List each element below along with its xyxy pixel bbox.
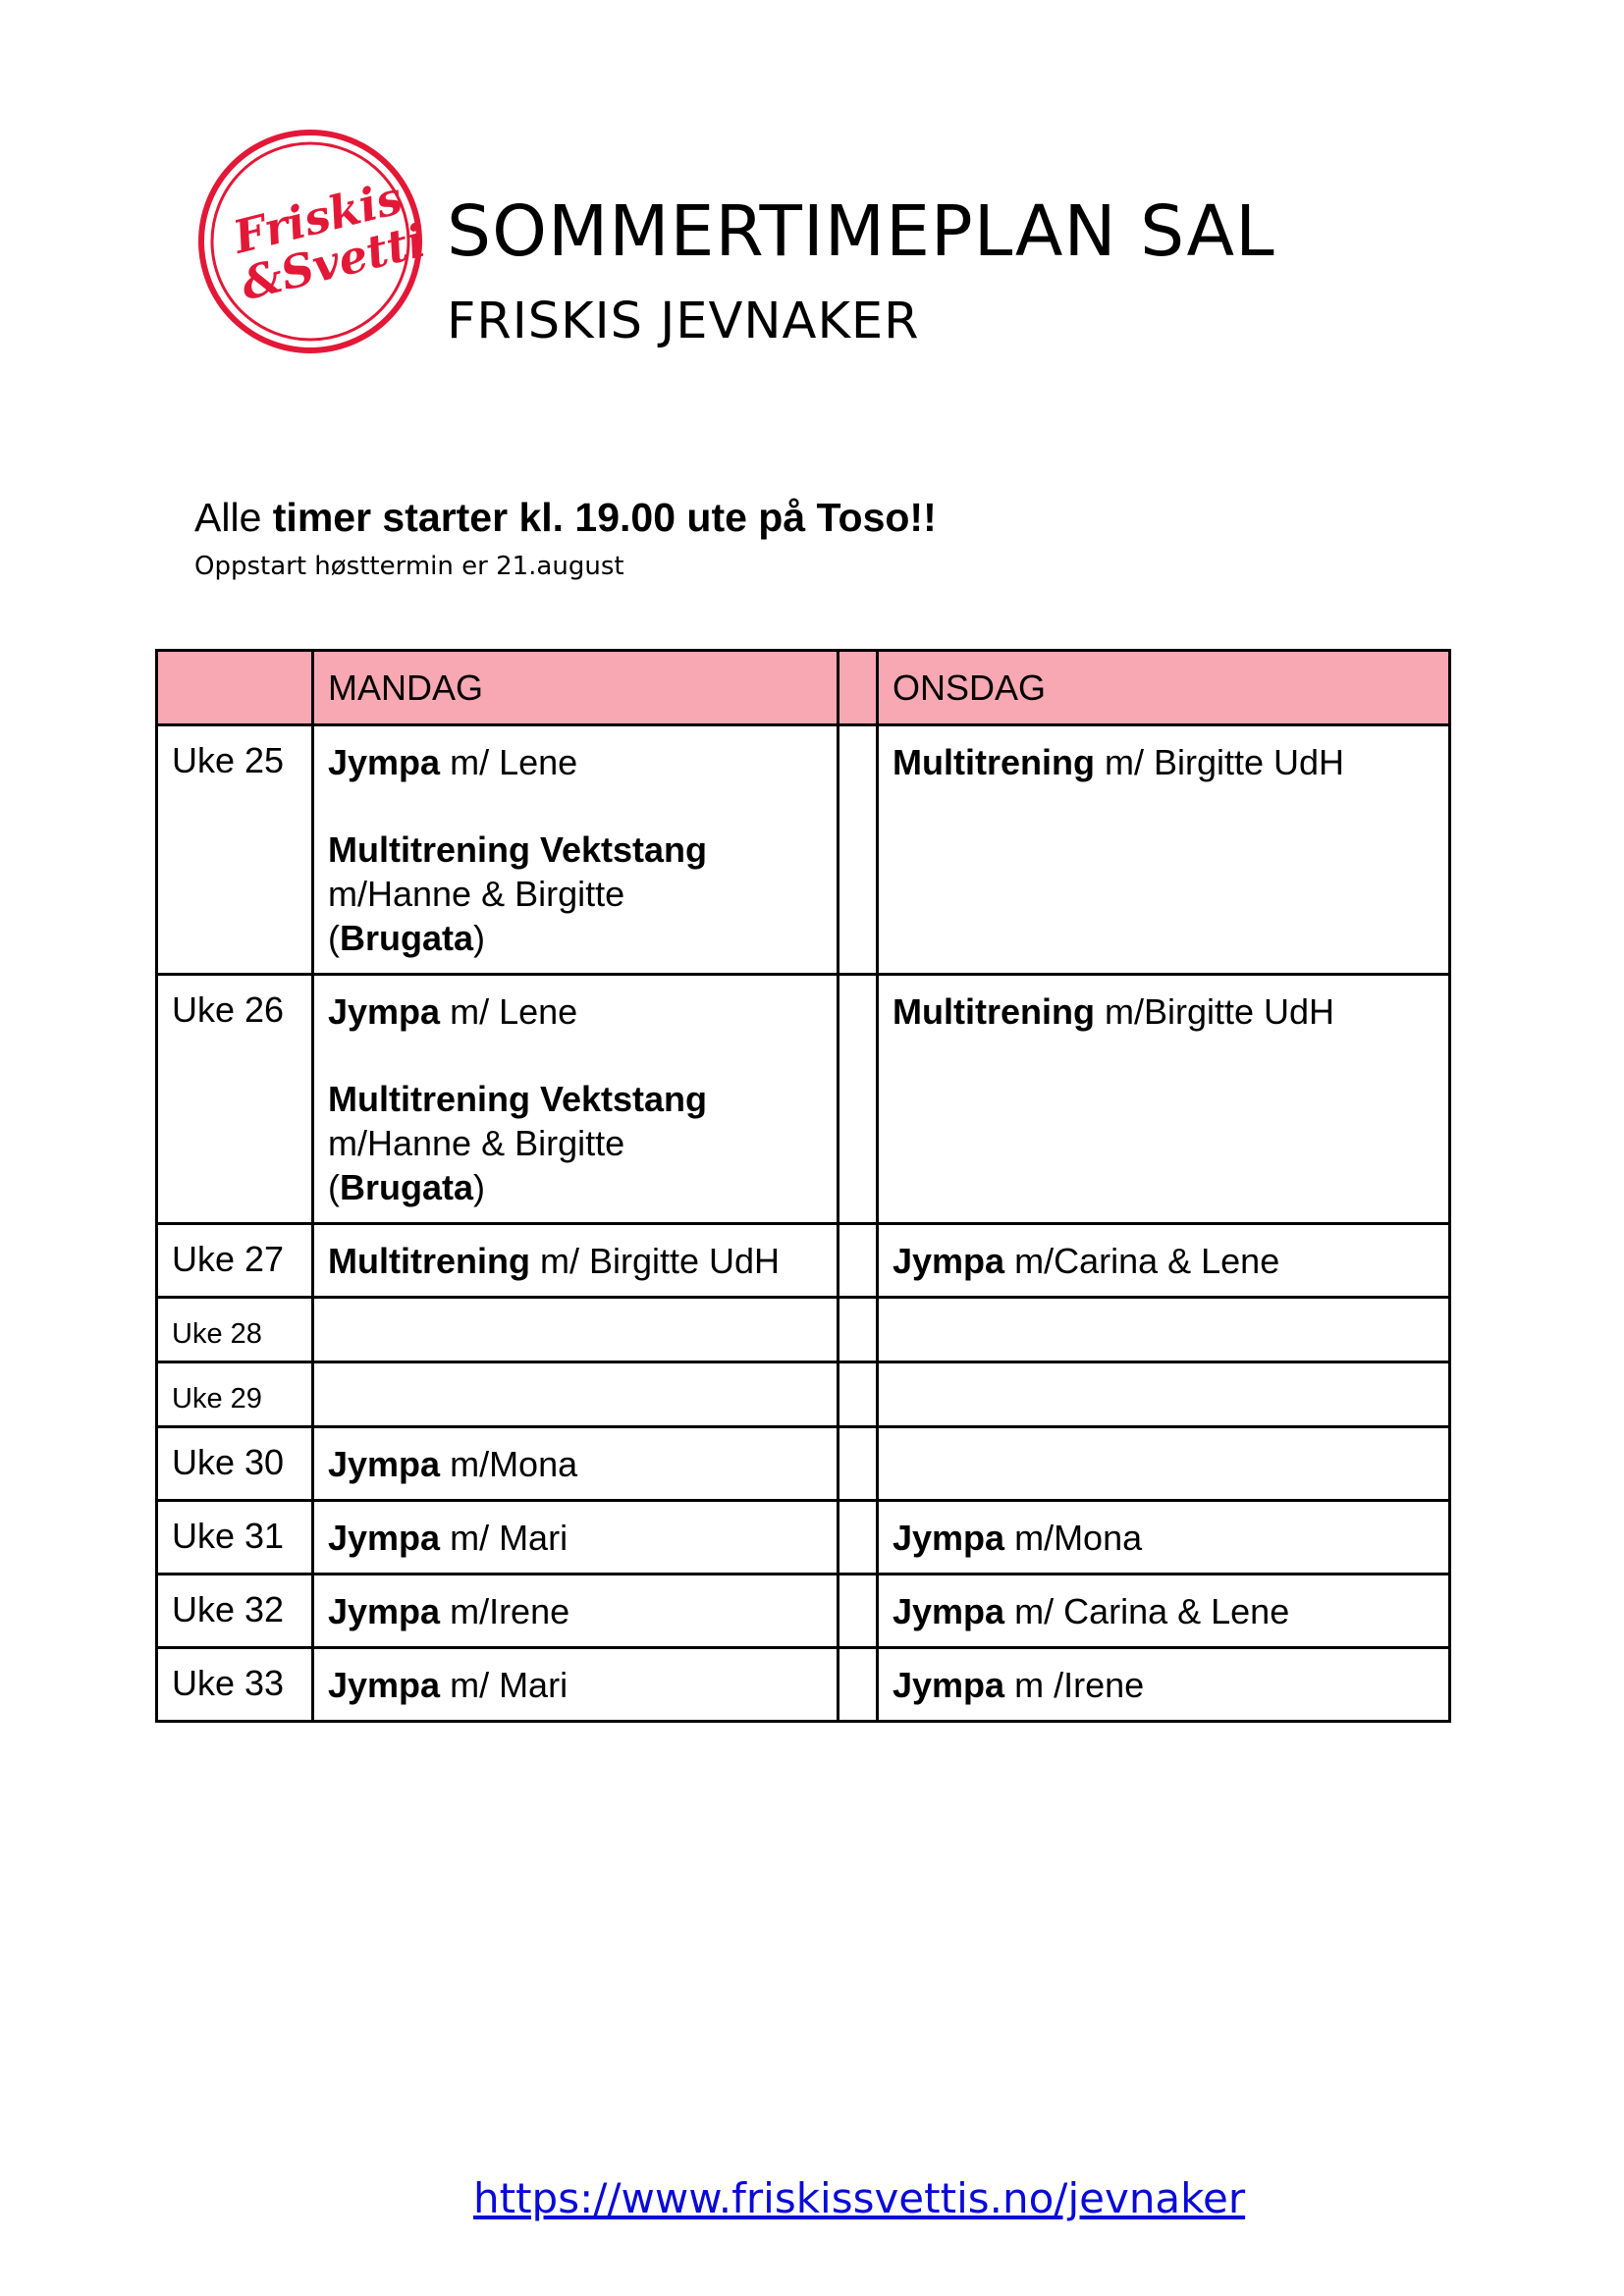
activity-name: Multitrening [328,1241,530,1281]
instructor-text: m/Hanne & Birgitte [328,1123,625,1163]
page-subtitle: FRISKIS JEVNAKER [447,293,920,350]
monday-cell [313,1362,839,1427]
wednesday-cell [878,975,1450,1224]
activity-entry [893,989,1448,1034]
week-label: Uke 32 [172,1589,285,1629]
week-label: Uke 29 [172,1383,262,1415]
schedule-table [155,649,1451,1723]
instructor-text: m/ Mari [440,1518,568,1558]
monday-cell [313,1298,839,1362]
week-cell [157,1648,313,1722]
wednesday-cell [878,725,1450,975]
activity-name: Jympa [328,991,441,1032]
table-row [157,1575,1450,1648]
activity-entry [893,1663,1448,1707]
week-label: Uke 27 [172,1239,285,1279]
week-label: Uke 28 [172,1318,262,1350]
season-start-note: Oppstart høsttermin er 21.august [194,552,624,581]
monday-cell [313,725,839,975]
instructor-text: m/ Mari [440,1665,568,1705]
activity-name: Jympa [328,1591,441,1631]
table-row [157,1298,1450,1362]
spacer-cell [839,975,878,1224]
activity-entry [328,1239,837,1283]
week-label: Uke 31 [172,1516,285,1556]
instructor-text: m/Mona [1004,1518,1143,1558]
wednesday-cell [878,1427,1450,1501]
instructor-text: m/ Lene [440,991,578,1032]
activity-entry [328,1077,837,1121]
week-cell [157,1362,313,1427]
friskis-svettis-logo [194,126,426,357]
website-link[interactable]: https://www.friskissvettis.no/jevnaker [473,2174,1246,2222]
activity-name: Jympa [328,1665,441,1705]
activity-entry [328,1121,837,1165]
activity-entry [893,1239,1448,1283]
activity-name: Jympa [328,742,441,782]
wednesday-cell [878,1298,1450,1362]
spacer-cell [839,1427,878,1501]
instructor-text: m/Mona [440,1444,578,1484]
activity-entry [328,1442,837,1486]
spacer-cell [839,1224,878,1298]
instructor-text: m/ Lene [440,742,578,782]
activity-entry [893,1589,1448,1633]
activity-name: Brugata [340,1167,474,1207]
monday-cell [313,1427,839,1501]
week-cell [157,1427,313,1501]
instructor-text: m/Hanne & Birgitte [328,874,625,914]
monday-cell [313,1575,839,1648]
week-label: Uke 30 [172,1442,285,1482]
monday-cell [313,1501,839,1575]
week-label: Uke 26 [172,989,285,1030]
schedule-body [157,725,1450,1722]
svg-text:&Svettis: &Svettis [236,207,426,311]
spacer-cell [839,1648,878,1722]
activity-name: Multitrening Vektstang [328,1079,708,1119]
activity-entry [328,1663,837,1707]
activity-entry [328,916,837,960]
paren-open: ( [328,918,340,958]
week-cell [157,1501,313,1575]
table-header-row [157,651,1450,725]
intro-bold: timer starter kl. 19.00 ute på Toso!! [272,495,937,540]
header-wednesday: ONSDAG [878,651,1450,725]
activity-name: Jympa [893,1241,1005,1281]
table-row [157,725,1450,975]
spacer-cell [839,1575,878,1648]
table-row [157,1362,1450,1427]
monday-cell [313,1648,839,1722]
header-week [157,651,313,725]
instructor-text: ) [473,918,486,958]
intro-line [194,496,937,540]
table-row [157,1224,1450,1298]
table-row [157,1501,1450,1575]
activity-name: Jympa [893,1665,1005,1705]
instructor-text: ) [473,1167,486,1207]
wednesday-cell [878,1648,1450,1722]
activity-name: Multitrening [893,742,1095,782]
page-title: SOMMERTIMEPLAN SAL [447,190,1275,272]
activity-entry [328,740,837,784]
instructor-text: m/ Birgitte UdH [1094,742,1345,782]
wednesday-cell [878,1362,1450,1427]
instructor-text: m /Irene [1004,1665,1145,1705]
activity-name: Jympa [328,1444,441,1484]
activity-name: Brugata [340,918,474,958]
table-row [157,1427,1450,1501]
intro-pre: Alle [194,495,262,540]
activity-entry [328,828,837,872]
monday-cell [313,975,839,1224]
wednesday-cell [878,1224,1450,1298]
header-spacer [839,651,878,725]
week-cell [157,725,313,975]
activity-entry [328,872,837,916]
spacer-cell [839,1298,878,1362]
activity-name: Multitrening Vektstang [328,829,708,870]
instructor-text: m/Birgitte UdH [1094,991,1335,1032]
monday-cell [313,1224,839,1298]
wednesday-cell [878,1501,1450,1575]
paren-open: ( [328,1167,340,1207]
wednesday-cell [878,1575,1450,1648]
activity-name: Jympa [893,1591,1005,1631]
week-cell [157,975,313,1224]
week-label: Uke 33 [172,1663,285,1703]
activity-entry [893,1516,1448,1560]
activity-entry [328,1165,837,1209]
activity-entry [893,740,1448,784]
week-cell [157,1224,313,1298]
activity-entry [328,1589,837,1633]
table-row [157,1648,1450,1722]
spacer-cell [839,1501,878,1575]
activity-name: Jympa [328,1518,441,1558]
activity-name: Jympa [893,1518,1005,1558]
week-cell [157,1575,313,1648]
svg-text:Friskis: Friskis [228,171,407,264]
activity-entry [328,1516,837,1560]
spacer-cell [839,725,878,975]
table-row [157,975,1450,1224]
instructor-text: m/Carina & Lene [1004,1241,1280,1281]
header-monday: MANDAG [313,651,839,725]
instructor-text: m/ Carina & Lene [1004,1591,1290,1631]
activity-entry [328,989,837,1034]
spacer-cell [839,1362,878,1427]
week-label: Uke 25 [172,740,285,780]
instructor-text: m/Irene [440,1591,570,1631]
activity-name: Multitrening [893,991,1095,1032]
week-cell [157,1298,313,1362]
instructor-text: m/ Birgitte UdH [529,1241,781,1281]
